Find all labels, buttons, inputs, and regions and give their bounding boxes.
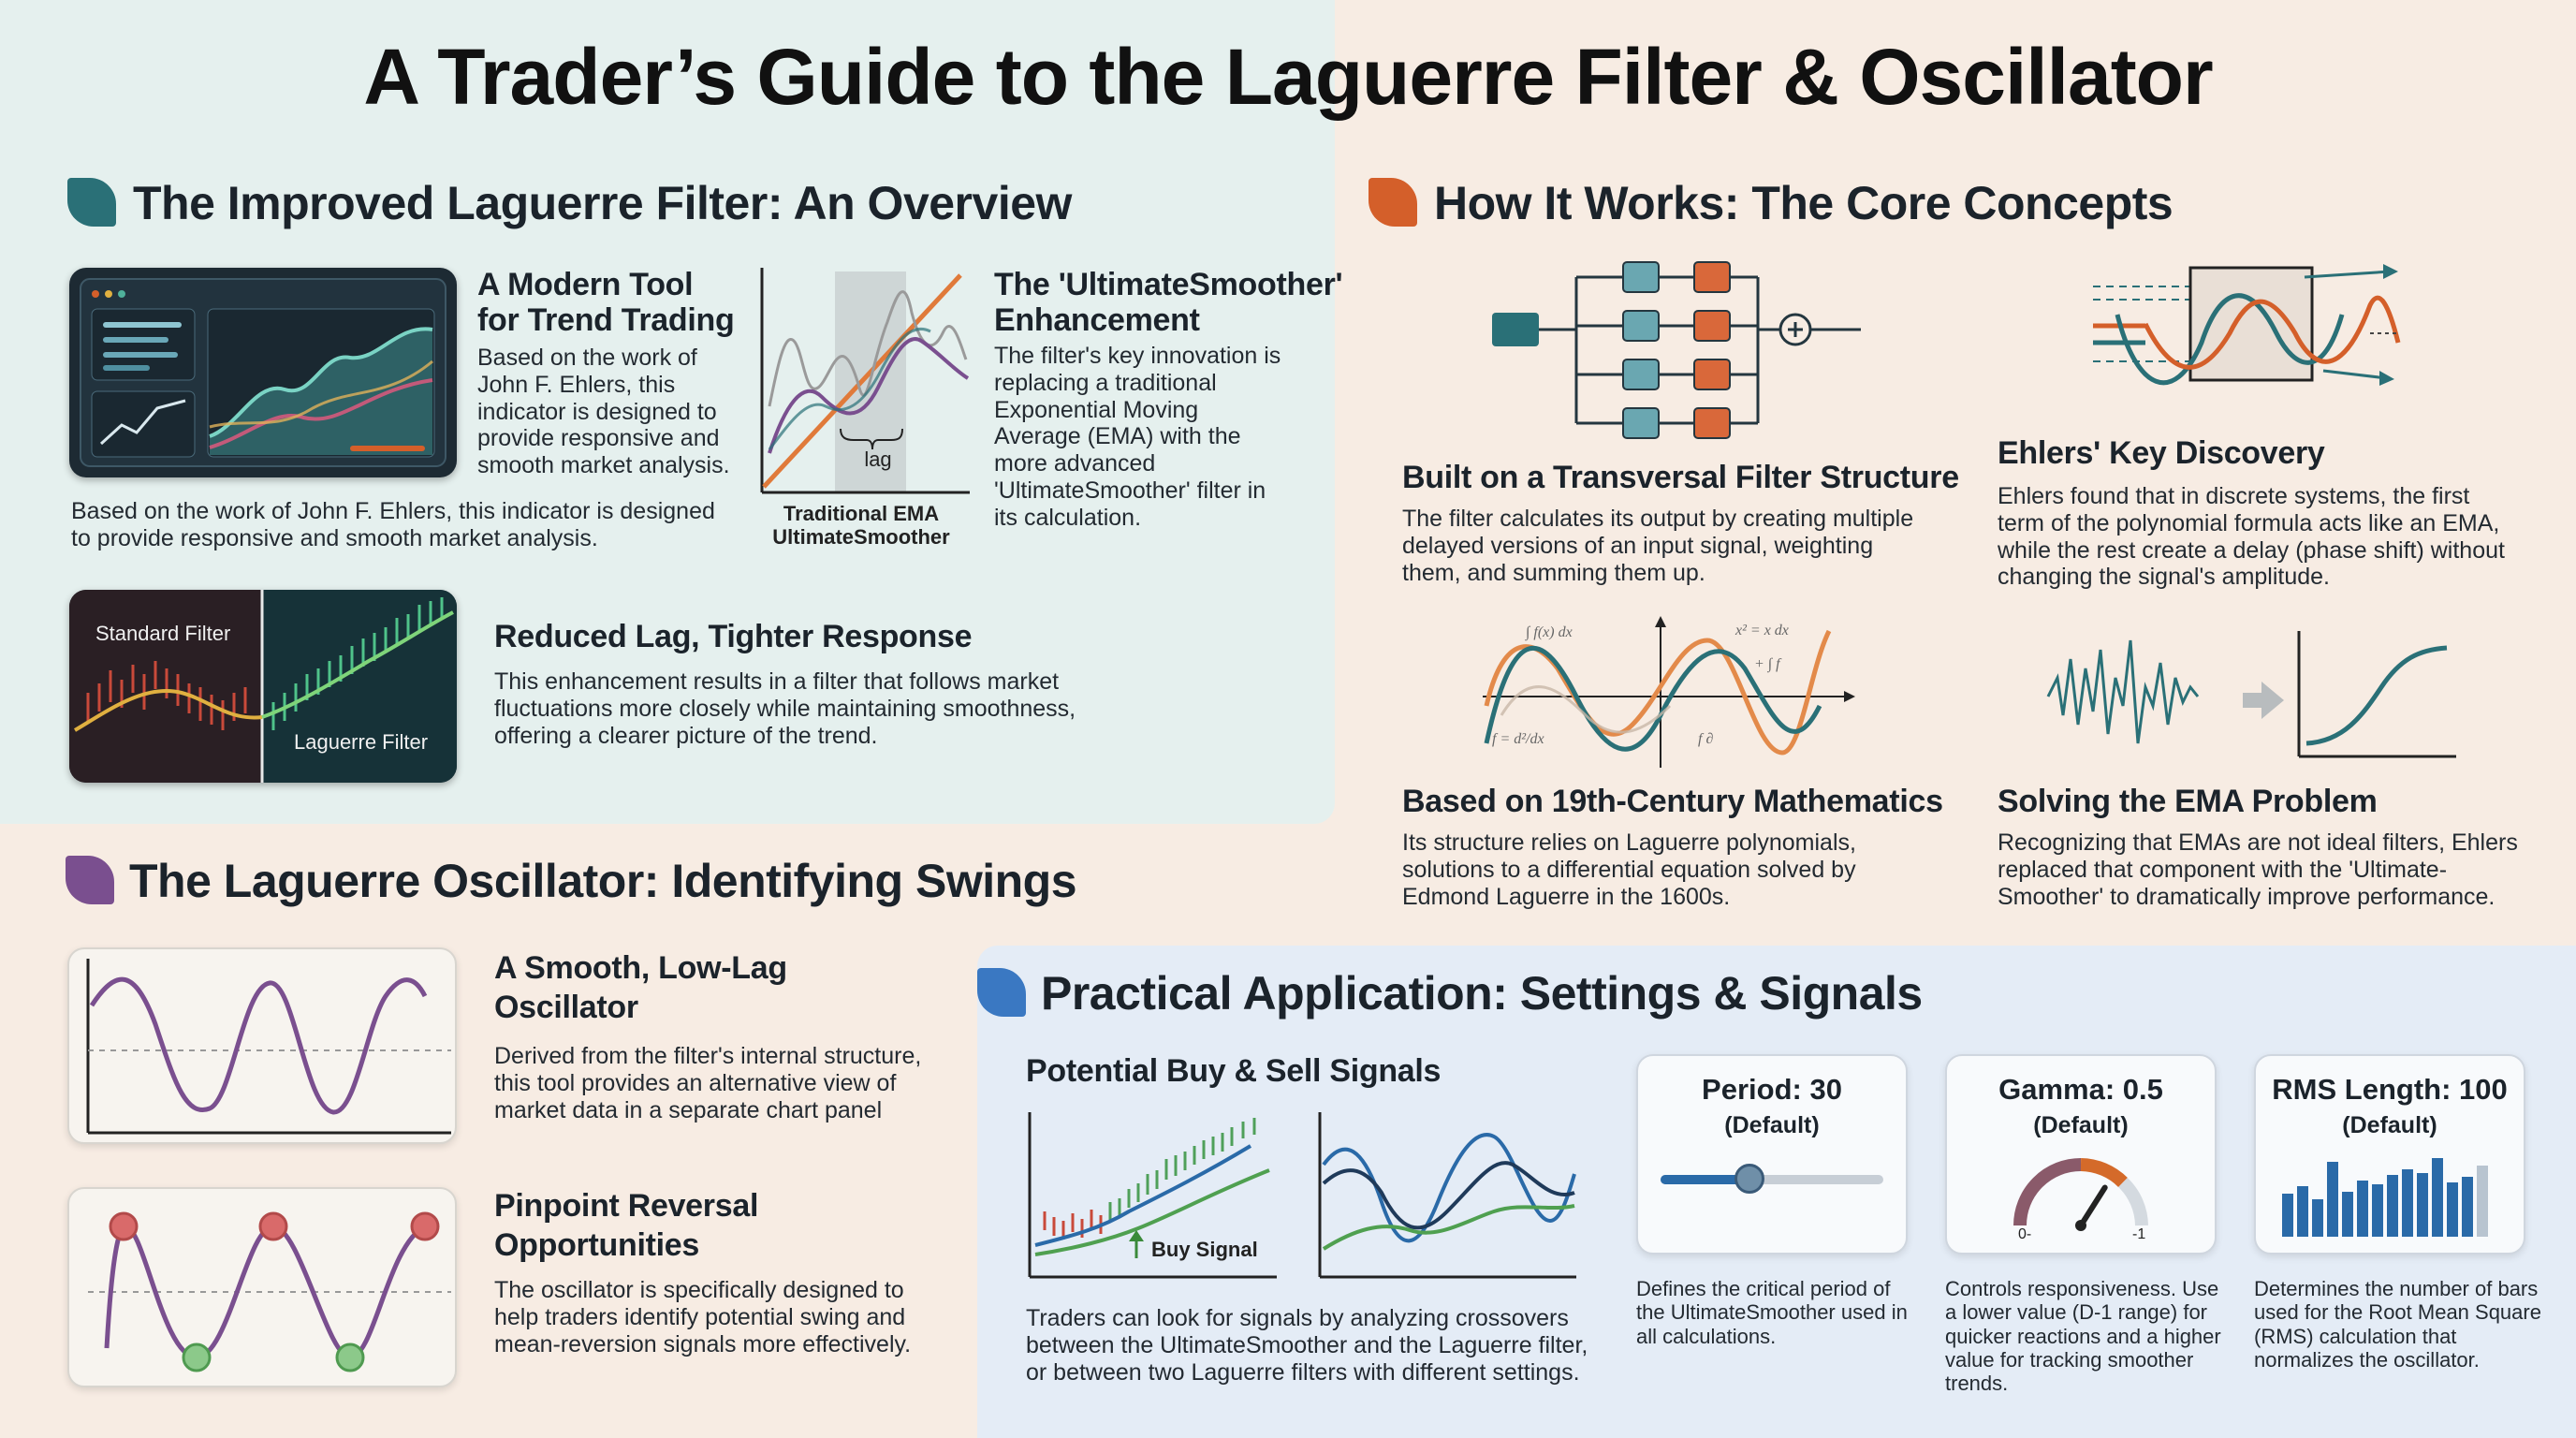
reversal-title-1: Pinpoint Reversal: [494, 1188, 759, 1224]
rms-bars-icon: [2273, 1145, 2507, 1239]
ultimate-title-2: Enhancement: [994, 302, 1200, 338]
smooth-osc-title-2: Oscillator: [494, 990, 638, 1025]
reduced-lag-title: Reduced Lag, Tighter Response: [494, 619, 973, 654]
smooth-osc-title-1: A Smooth, Low-Lag: [494, 950, 787, 986]
modern-tool-body: Based on the work of John F. Ehlers, this indicator is designed to provide responsive and smooth market analysis.: [477, 345, 730, 478]
transversal-body: The filter calculates its output by creating multiple delayed versions of an input signal, weighting them, and summing them up.: [1402, 506, 1914, 586]
dashboard-illustration: [69, 268, 457, 477]
oscillator-wave-card: [67, 947, 457, 1144]
svg-text:f ∂: f ∂: [1698, 731, 1714, 747]
math-body: Its structure relies on Laguerre polynomials, solutions to a differential equation solved by Edmond Laguerre in the 1600s.: [1402, 829, 1856, 910]
leaf-icon: [1368, 178, 1417, 227]
phase-shift-illustration: [2089, 258, 2408, 399]
rms-setting-card: [2254, 1054, 2525, 1255]
lag-comparison-chart: [756, 266, 972, 500]
reversal-points-card: [67, 1187, 457, 1387]
crossover-chart: [1316, 1108, 1578, 1281]
period-slider[interactable]: [1661, 1160, 1883, 1197]
page-title: A Trader’s Guide to the Laguerre Filter & Oscillator: [363, 33, 2213, 121]
gamma-gauge: [2001, 1145, 2160, 1239]
leaf-icon: [66, 856, 114, 904]
rms-body: Determines the number of bars used for the Root Mean Square (RMS) calculation that normalizes the oscillator.: [2254, 1277, 2541, 1372]
core-heading: How It Works: The Core Concepts: [1434, 177, 2174, 229]
smooth-osc-body: Derived from the filter's internal structure, this tool provides an alternative view of market data in a separate chart panel: [494, 1043, 922, 1123]
buy-signal-label: Buy Signal: [1151, 1238, 1258, 1261]
legend-traditional-ema: Traditional EMA: [783, 502, 940, 525]
overview-heading: The Improved Laguerre Filter: An Overview: [133, 177, 1072, 229]
math-title: Based on 19th-Century Mathematics: [1402, 784, 1943, 819]
gauge-max-label: -1: [2132, 1226, 2146, 1239]
leaf-icon: [67, 178, 116, 227]
oscillator-heading: The Laguerre Oscillator: Identifying Swings: [129, 855, 1076, 907]
laguerre-polynomial-illustration: [1473, 612, 1861, 771]
reversal-title-2: Opportunities: [494, 1227, 699, 1263]
transversal-filter-diagram: [1486, 258, 1880, 442]
svg-text:+ ∫ f: + ∫ f: [1754, 656, 1780, 672]
gamma-title: Gamma: 0.5: [1998, 1073, 2163, 1106]
svg-text:∫ f(x) dx: ∫ f(x) dx: [1526, 624, 1573, 640]
signals-body: Traders can look for signals by analyzing crossovers between the UltimateSmoother and the Laguerre filter, or between two Laguerre filters with different settings.: [1026, 1305, 1588, 1386]
ema-problem-body: Recognizing that EMAs are not ideal filters, Ehlers replaced that component with the 'Ultimate-Smoother' to dramatically improve performance.: [1998, 829, 2518, 910]
period-setting-card: [1636, 1054, 1908, 1255]
buy-signal-chart: [1026, 1108, 1279, 1281]
gamma-setting-card: [1945, 1054, 2217, 1255]
period-body: Defines the critical period of the UltimateSmoother used in all calculations.: [1636, 1277, 1908, 1348]
ema-problem-title: Solving the EMA Problem: [1998, 784, 2378, 819]
signals-title: Potential Buy & Sell Signals: [1026, 1053, 1442, 1089]
practical-heading: Practical Application: Settings & Signals: [1041, 967, 1923, 1020]
period-title: Period: 30: [1702, 1073, 1842, 1106]
gamma-body: Controls responsiveness. Use a lower value (D-1 range) for quicker reactions and a higher value for tracking smoother trends.: [1945, 1277, 2221, 1396]
ehlers-title: Ehlers' Key Discovery: [1998, 435, 2325, 471]
noise-to-smooth-illustration: [2044, 622, 2456, 764]
lag-label: lag: [864, 448, 892, 471]
legend-ultimatesmoother: UltimateSmoother: [772, 525, 950, 550]
ehlers-body: Ehlers found that in discrete systems, the first term of the polynomial formula acts like an EMA, while the rest create a delay (phase shift) without changing the signal's amplitude.: [1998, 483, 2505, 591]
leaf-icon: [977, 968, 1026, 1017]
gauge-min-label: 0-: [2018, 1226, 2032, 1239]
svg-text:f = d²/dx: f = d²/dx: [1492, 731, 1544, 747]
slider-thumb[interactable]: [1734, 1164, 1764, 1194]
reversal-body: The oscillator is specifically designed to help traders identify potential swing and mean-reversion signals more effectively.: [494, 1277, 912, 1357]
reduced-lag-body: This enhancement results in a filter that follows market fluctuations more closely while maintaining smoothness, offering a clearer picture of the trend.: [494, 668, 1076, 749]
rms-default: (Default): [2342, 1112, 2437, 1138]
svg-text:x² = x dx: x² = x dx: [1735, 623, 1789, 638]
ultimate-body: The filter's key innovation is replacing a traditional Exponential Moving Average (EMA) with the more advanced 'UltimateSmoother' filter in its calculation.: [994, 343, 1281, 531]
modern-tool-title-1: A Modern Tool: [477, 267, 694, 302]
transversal-title: Built on a Transversal Filter Structure: [1402, 460, 1959, 495]
period-default: (Default): [1724, 1112, 1820, 1138]
ultimate-title-1: The 'UltimateSmoother': [994, 267, 1343, 302]
modern-tool-caption: Based on the work of John F. Ehlers, this indicator is designed to provide responsive and smooth market analysis.: [71, 498, 715, 551]
filter-comparison-illustration: [69, 590, 457, 783]
laguerre-filter-label: Laguerre Filter: [294, 730, 429, 754]
standard-filter-label: Standard Filter: [95, 622, 231, 645]
lag-chart-legend: [768, 502, 955, 550]
rms-title: RMS Length: 100: [2272, 1073, 2508, 1106]
gamma-default: (Default): [2033, 1112, 2129, 1138]
modern-tool-title-2: for Trend Trading: [477, 302, 735, 338]
